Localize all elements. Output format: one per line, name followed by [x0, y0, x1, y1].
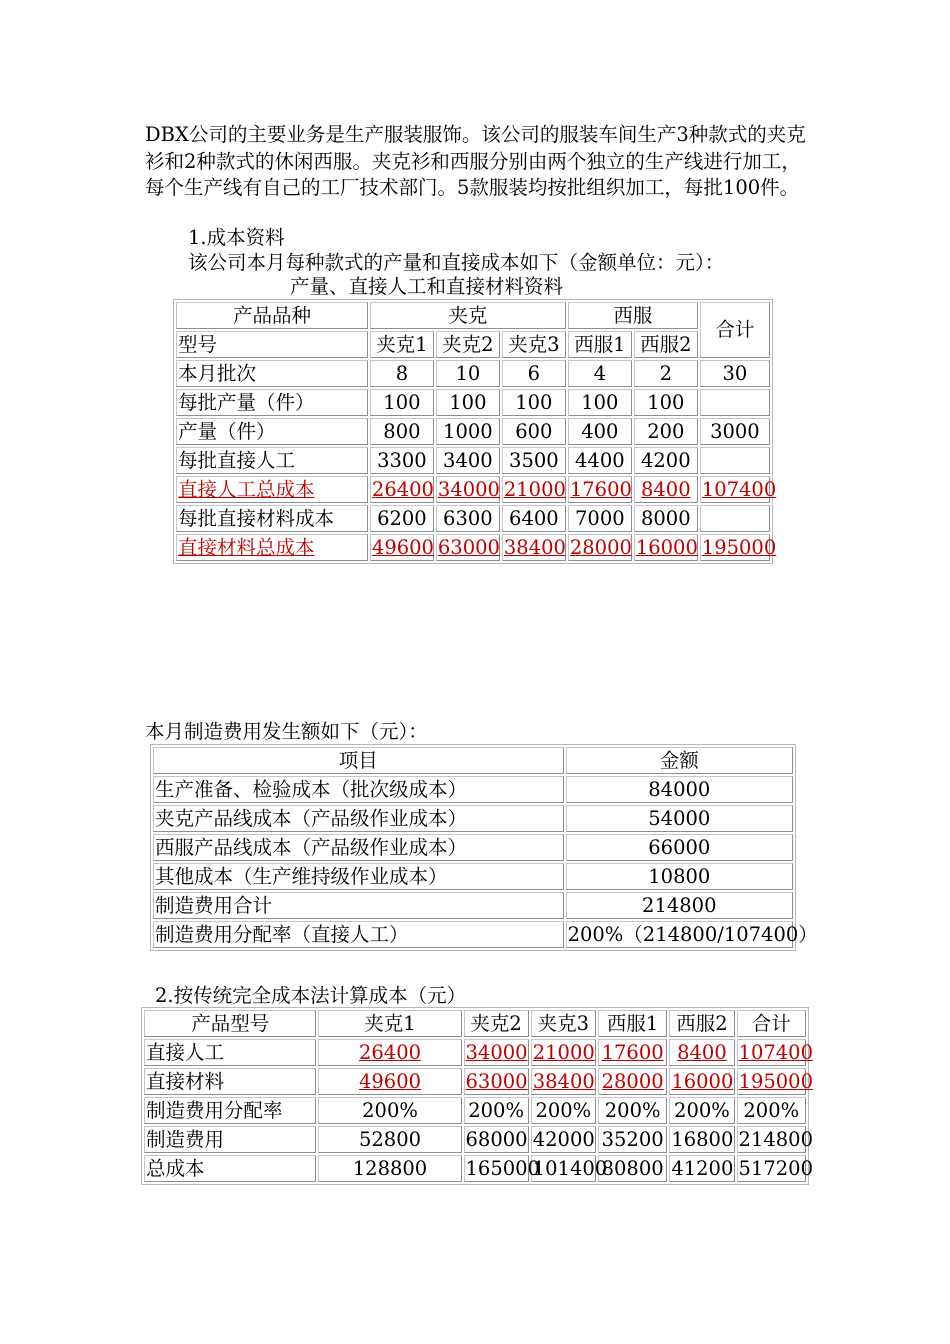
table-cell[interactable]: 16000: [634, 534, 698, 561]
model-cell: 夹克1: [370, 331, 434, 358]
table-cell[interactable]: 107400: [700, 476, 770, 503]
table-cell[interactable]: 28000: [568, 534, 632, 561]
table-row: [176, 534, 770, 561]
table-cell: 4: [568, 360, 632, 387]
overhead-amount: 214800: [566, 892, 793, 919]
intro-paragraph: DBX公司的主要业务是生产服装服饰。该公司的服装车间生产3种款式的夹克衫和2种款式的休闲西服。夹克衫和西服分别由两个独立的生产线进行加工，每个生产线有自己的工厂技术部门。5款服装均按批组织加工，每批100件。: [145, 123, 806, 199]
header-jacket: 夹克: [370, 302, 566, 329]
table3-header-row: [144, 1010, 806, 1037]
table1-title: 产量、直接人工和直接材料资料: [290, 275, 564, 298]
column-header: 夹克2: [464, 1010, 529, 1037]
table-cell[interactable]: 17600: [568, 476, 632, 503]
table-row: [144, 1126, 806, 1153]
row-label: 每批直接人工: [176, 447, 368, 474]
table-cell: 200: [634, 418, 698, 445]
table-row: [176, 447, 770, 474]
table-cell: 35200: [598, 1126, 667, 1153]
table-cell: 3500: [502, 447, 566, 474]
row-label[interactable]: 直接材料总成本: [176, 534, 368, 561]
overhead-item: 生产准备、检验成本（批次级成本）: [153, 776, 564, 803]
table-cell: 165000: [464, 1155, 529, 1182]
table-cell: 400: [568, 418, 632, 445]
column-header: 西服1: [598, 1010, 667, 1037]
table-cell[interactable]: 21000: [531, 1039, 596, 1066]
table-cell[interactable]: 34000: [464, 1039, 529, 1066]
traditional-cost-table: [141, 1007, 813, 1185]
table-cell[interactable]: 63000: [436, 534, 500, 561]
section1-subheading: 该公司本月每种款式的产量和直接成本如下（金额单位：元）：: [188, 251, 725, 274]
table-cell: 200%: [464, 1097, 529, 1124]
table-row: [176, 389, 770, 416]
row-label: 每批产量（件）: [176, 389, 368, 416]
table-row: [144, 1097, 806, 1124]
column-header: 夹克1: [318, 1010, 461, 1037]
table-cell: 6300: [436, 505, 500, 532]
overhead-item: 西服产品线成本（产品级作业成本）: [153, 834, 564, 861]
row-label: 制造费用: [144, 1126, 316, 1153]
table1-header-row: [176, 302, 770, 329]
table-row: [153, 921, 793, 948]
row-label: 直接材料: [144, 1068, 316, 1095]
table-cell: 101400: [531, 1155, 596, 1182]
table-cell[interactable]: 107400: [737, 1039, 806, 1066]
table-cell[interactable]: 26400: [318, 1039, 461, 1066]
column-header: 西服2: [669, 1010, 734, 1037]
table-cell[interactable]: 195000: [700, 534, 770, 561]
table-cell: 100: [568, 389, 632, 416]
model-cell: 西服1: [568, 331, 632, 358]
table-cell[interactable]: 8400: [634, 476, 698, 503]
table-cell: 3000: [700, 418, 770, 445]
table-cell: 16800: [669, 1126, 734, 1153]
overhead-item: 其他成本（生产维持级作业成本）: [153, 863, 564, 890]
overhead-item: 制造费用分配率（直接人工）: [153, 921, 564, 948]
table-cell: 10: [436, 360, 500, 387]
table-cell: 200%: [598, 1097, 667, 1124]
table-cell: 30: [700, 360, 770, 387]
table-cell: 200%: [318, 1097, 461, 1124]
table-cell[interactable]: 195000: [737, 1068, 806, 1095]
table-cell: [700, 447, 770, 474]
column-header: 产品型号: [144, 1010, 316, 1037]
table-cell[interactable]: 26400: [370, 476, 434, 503]
table-cell: 52800: [318, 1126, 461, 1153]
table-cell: 3300: [370, 447, 434, 474]
overhead-item: 夹克产品线成本（产品级作业成本）: [153, 805, 564, 832]
overhead-item: 制造费用合计: [153, 892, 564, 919]
overhead-amount: 66000: [566, 834, 793, 861]
section1-heading: 1.成本资料: [188, 226, 285, 249]
table-row: [176, 505, 770, 532]
row-label: 每批直接材料成本: [176, 505, 368, 532]
table-cell: 100: [436, 389, 500, 416]
header-product: 产品品种: [176, 302, 368, 329]
table-cell: 800: [370, 418, 434, 445]
column-header: 夹克3: [531, 1010, 596, 1037]
model-cell: 西服2: [634, 331, 698, 358]
overhead-amount: 200%（214800/107400）: [566, 921, 793, 948]
table-cell: 8: [370, 360, 434, 387]
table-cell: 1000: [436, 418, 500, 445]
table-cell: 100: [502, 389, 566, 416]
table-cell: [700, 389, 770, 416]
row-label: 制造费用分配率: [144, 1097, 316, 1124]
table-cell: 100: [634, 389, 698, 416]
column-header: 合计: [737, 1010, 806, 1037]
table-cell: 42000: [531, 1126, 596, 1153]
table-cell: 100: [370, 389, 434, 416]
overhead-title: 本月制造费用发生额如下（元）：: [145, 720, 428, 743]
table-cell: 200%: [531, 1097, 596, 1124]
table-row: [176, 418, 770, 445]
table-cell: [700, 505, 770, 532]
table-cell: 600: [502, 418, 566, 445]
table-cell[interactable]: 49600: [370, 534, 434, 561]
row-label[interactable]: 直接人工总成本: [176, 476, 368, 503]
overhead-amount: 84000: [566, 776, 793, 803]
table-cell[interactable]: 28000: [598, 1068, 667, 1095]
row-label: 总成本: [144, 1155, 316, 1182]
table-row: [153, 892, 793, 919]
table-row: [153, 863, 793, 890]
table-row: [153, 834, 793, 861]
row-label: 直接人工: [144, 1039, 316, 1066]
table-cell: 200%: [737, 1097, 806, 1124]
table-cell: 7000: [568, 505, 632, 532]
table-cell: 517200: [737, 1155, 806, 1182]
model-cell: 夹克3: [502, 331, 566, 358]
table-cell[interactable]: 38400: [502, 534, 566, 561]
overhead-header-item: 项目: [153, 747, 564, 774]
table-cell: 68000: [464, 1126, 529, 1153]
table-cell: 6: [502, 360, 566, 387]
table-row: [144, 1155, 806, 1182]
cost-data-table: [173, 299, 777, 564]
table-cell[interactable]: 63000: [464, 1068, 529, 1095]
table-cell: 8000: [634, 505, 698, 532]
section2-title: 2.按传统完全成本法计算成本（元）: [155, 984, 467, 1007]
table-cell[interactable]: 17600: [598, 1039, 667, 1066]
row-label: 产量（件）: [176, 418, 368, 445]
model-label: 型号: [176, 331, 368, 358]
table-row: [176, 360, 770, 387]
table-cell: 4400: [568, 447, 632, 474]
table-cell: 41200: [669, 1155, 734, 1182]
table-cell: 6400: [502, 505, 566, 532]
table1-model-row: [176, 331, 770, 358]
overhead-table: [150, 744, 818, 951]
table-cell[interactable]: 34000: [436, 476, 500, 503]
row-label: 本月批次: [176, 360, 368, 387]
table-row: [176, 476, 770, 503]
table-cell[interactable]: 8400: [669, 1039, 734, 1066]
table-cell: 6200: [370, 505, 434, 532]
table-row: [144, 1068, 806, 1095]
header-suit: 西服: [568, 302, 698, 329]
overhead-header-amount: 金额: [566, 747, 793, 774]
overhead-amount: 54000: [566, 805, 793, 832]
table-row: [153, 776, 793, 803]
overhead-header-row: [153, 747, 793, 774]
table-row: [153, 805, 793, 832]
overhead-amount: 10800: [566, 863, 793, 890]
table-cell: 80800: [598, 1155, 667, 1182]
table-cell: 200%: [669, 1097, 734, 1124]
table-cell: 214800: [737, 1126, 806, 1153]
header-total: 合计: [700, 302, 770, 358]
table-cell: 3400: [436, 447, 500, 474]
table-cell[interactable]: 21000: [502, 476, 566, 503]
table-cell: 4200: [634, 447, 698, 474]
table-cell[interactable]: 49600: [318, 1068, 461, 1095]
table-cell[interactable]: 38400: [531, 1068, 596, 1095]
table-cell: 2: [634, 360, 698, 387]
table-cell[interactable]: 16000: [669, 1068, 734, 1095]
model-cell: 夹克2: [436, 331, 500, 358]
table-cell: 128800: [318, 1155, 461, 1182]
table-row: [144, 1039, 806, 1066]
